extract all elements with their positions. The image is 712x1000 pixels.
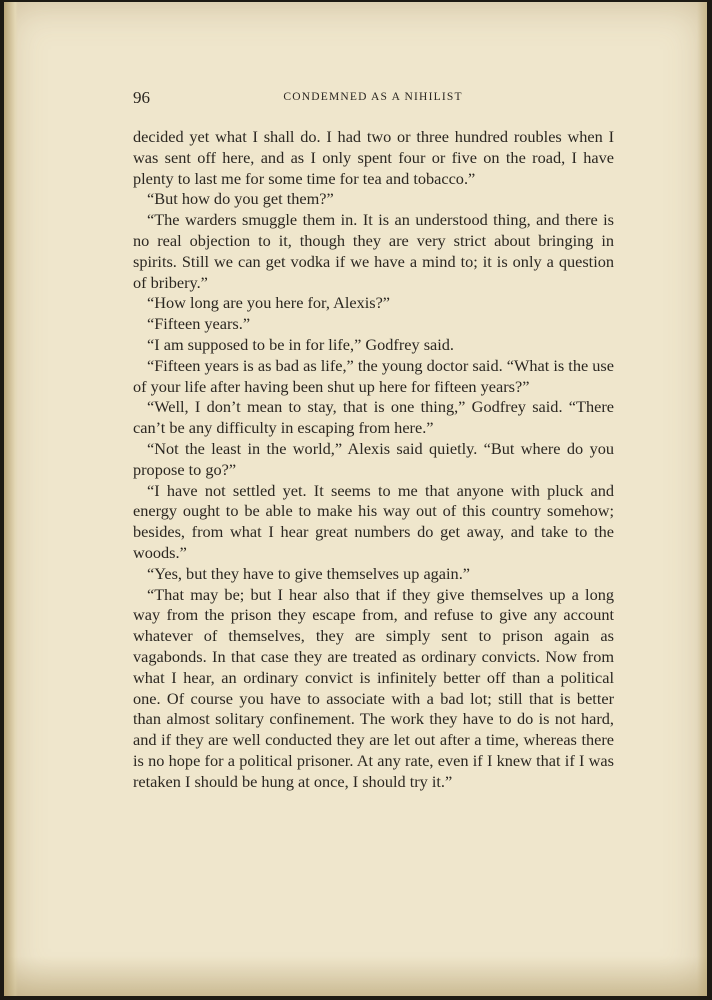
paragraph: “Yes, but they have to give themselves up again.” [147, 563, 470, 583]
paragraph: “I am supposed to be in for life,” Godfrey said. [147, 334, 454, 354]
paragraph: “Not the least in the world,” Alexis said quietly. “But where do you propose to go?” [133, 438, 614, 479]
paragraph: “Fifteen years.” [147, 314, 251, 334]
page-gutter [4, 2, 18, 996]
paragraph: “Well, I don’t mean to stay, that is one thing,” Godfrey said. “There can’t be any difficulty in escaping from here.” [133, 397, 614, 438]
page-header [133, 88, 613, 108]
paragraph: “How long are you here for, Alexis?” [147, 293, 391, 313]
paragraph: “Fifteen years is as bad as life,” the young doctor said. “What is the use of your life after having been shut up here for fifteen years?” [133, 355, 614, 396]
paragraph: “That may be; but I hear also that if they give themselves up a long way from the prison they escape from, and refuse to give any account whatever of themselves, they are simply sent to prison again as vagabonds. In that case they are treated as ordinary convicts. Now from what I hear, an ordinary convict is infinitely better off than a political one. Of course you have to associate with a bad lot; still that is better than almost solitary confinement. The work they have to do is not hard, and if they are well conducted they are let out after a time, whereas there is no hope for a political prisoner. At any rate, even if I knew that if I was retaken I should be hung at once, I should try it.” [133, 584, 614, 791]
body-text [133, 127, 614, 793]
paragraph: “I have not settled yet. It seems to me that anyone with pluck and energy ought to be able to make his way out of this country somehow; besides, from what I hear great numbers do get away, and take to the woods.” [133, 480, 614, 562]
paragraph: decided yet what I shall do. I had two or three hundred roubles when I was sent off here, and as I only spent four or five on the road, I have plenty to last me for some time for tea and tobacco.” [133, 127, 614, 188]
page-number: 96 [133, 88, 150, 107]
running-head: CONDEMNED AS A NIHILIST [283, 91, 463, 103]
paragraph: “But how do you get them?” [147, 189, 334, 209]
paragraph: “The warders smuggle them in. It is an understood thing, and there is no real objection to it, though they are very strict about bringing in spirits. Still we can get vodka if we have a mind to; it is only a question of bribery.” [133, 210, 614, 292]
page-edge [697, 2, 707, 996]
page-shadow [4, 956, 707, 996]
